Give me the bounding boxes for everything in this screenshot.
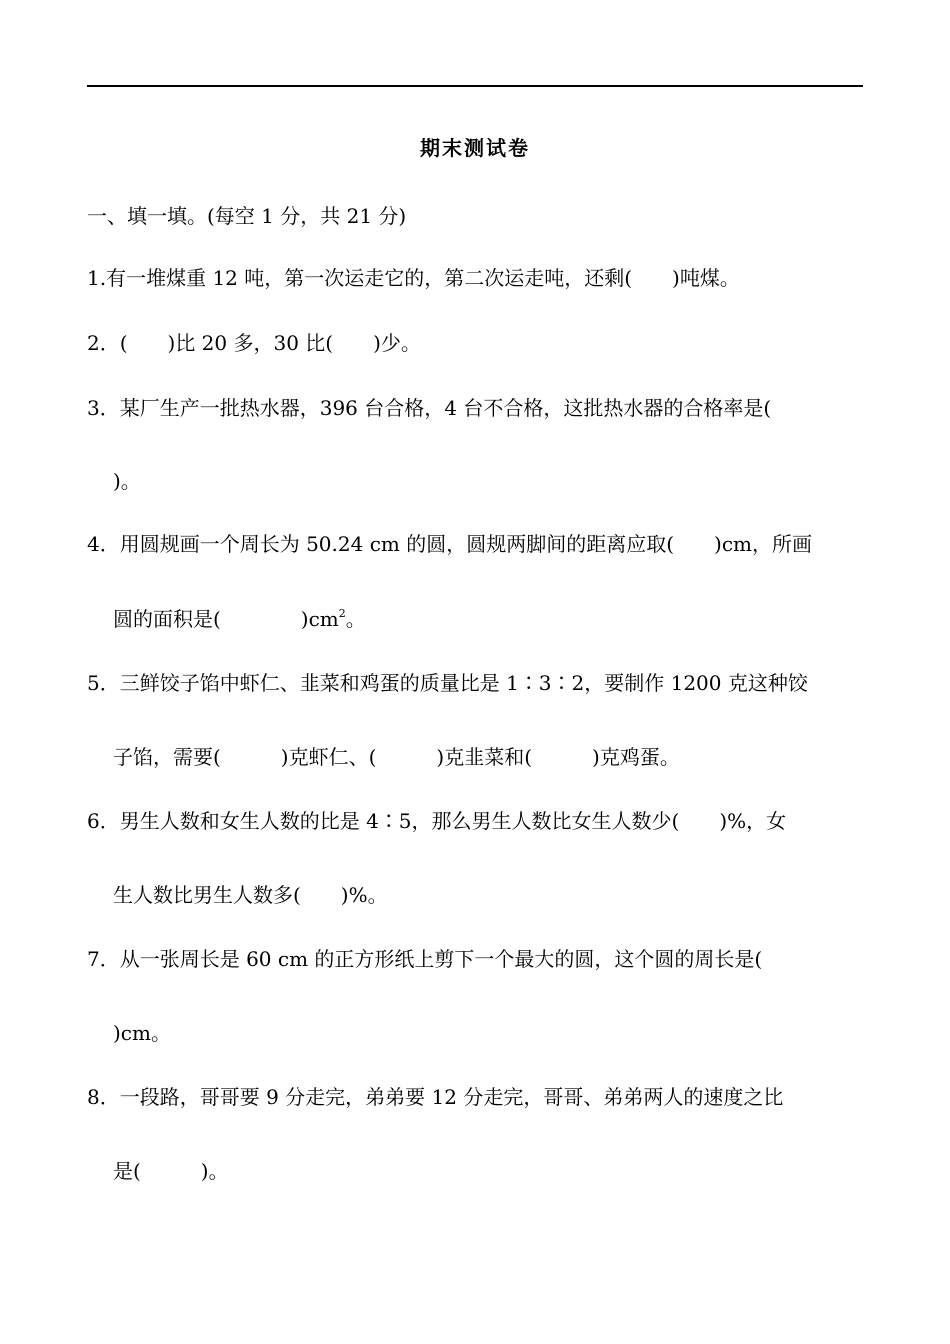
square-exponent: 2 (338, 607, 346, 620)
header-rule (87, 85, 863, 87)
question-8-line-2: 是( )。 (113, 1159, 229, 1183)
question-5-line-2: 子馅，需要( )克虾仁、( )克韭菜和( )克鸡蛋。 (113, 745, 680, 769)
question-2: 2．( )比 20 多，30 比( )少。 (87, 331, 421, 355)
question-4-line-2-suffix: 。 (345, 607, 366, 631)
question-7-line-2: )cm。 (113, 1021, 171, 1045)
question-6-line-2: 生人数比男生人数多( )%。 (113, 883, 388, 907)
page-title: 期末测试卷 (420, 136, 530, 160)
question-5-line-1: 5．三鲜饺子馅中虾仁、韭菜和鸡蛋的质量比是 1∶3∶2，要制作 1200 克这种饺 (87, 671, 808, 695)
question-7-line-1: 7．从一张周长是 60 cm 的正方形纸上剪下一个最大的圆，这个圆的周长是( (87, 947, 763, 971)
question-3-line-2: )。 (113, 469, 141, 493)
question-4-line-2-prefix: 圆的面积是( )cm (113, 607, 339, 631)
question-4-line-1: 4．用圆规画一个周长为 50.24 cm 的圆，圆规两脚间的距离应取( )cm，所画 (87, 532, 812, 556)
question-1: 1.有一堆煤重 12 吨，第一次运走它的，第二次运走吨，还剩( )吨煤。 (87, 266, 740, 290)
question-4-line-2 (113, 606, 366, 632)
question-3-line-1: 3．某厂生产一批热水器，396 台合格，4 台不合格，这批热水器的合格率是( (87, 396, 772, 420)
section-heading: 一、填一填。(每空 1 分，共 21 分) (87, 204, 407, 228)
question-6-line-1: 6．男生人数和女生人数的比是 4∶5，那么男生人数比女生人数少( )%，女 (87, 809, 787, 833)
question-8-line-1: 8．一段路，哥哥要 9 分走完，弟弟要 12 分走完，哥哥、弟弟两人的速度之比 (87, 1085, 784, 1109)
